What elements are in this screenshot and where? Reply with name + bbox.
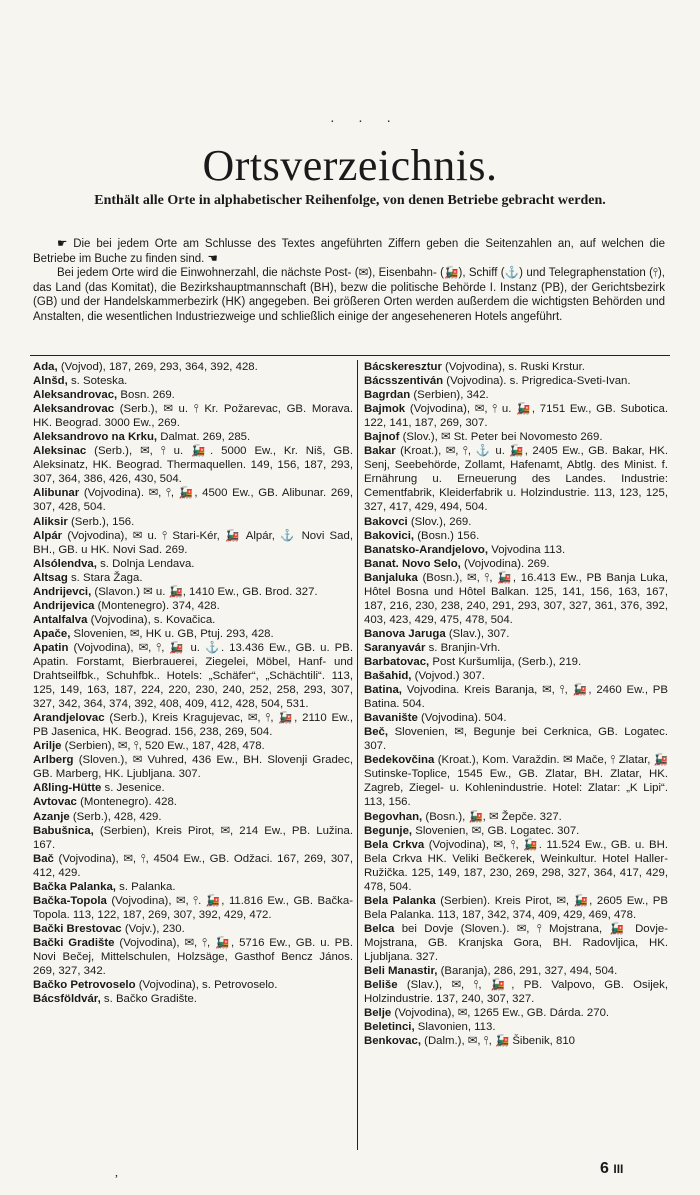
entry-place-name: Ada, (33, 361, 58, 373)
entry-details: (Vojvod), 187, 269, 293, 364, 392, 428. (57, 361, 258, 373)
index-entry (33, 374, 353, 388)
intro-text (33, 237, 665, 325)
index-entry (364, 683, 668, 711)
index-entry (364, 627, 668, 641)
entry-details: Dalmat. 269, 285. (157, 431, 251, 444)
entry-place-name: Bácskeresztur (364, 361, 442, 373)
entry-place-name: Bački Brestovac (33, 922, 122, 935)
entry-place-name: Bavanište (364, 712, 418, 725)
page-title: Ortsverzeichnis. (202, 141, 498, 190)
index-entry (33, 922, 353, 936)
index-entry (33, 571, 353, 585)
entry-place-name: Bácsföldvár, (33, 993, 101, 1006)
index-entry (33, 852, 353, 880)
index-entry (33, 585, 353, 599)
index-entry (33, 402, 353, 430)
entry-details: s. Dolnja Lendava. (96, 557, 195, 570)
index-entry (33, 557, 353, 571)
index-entry (364, 388, 668, 402)
index-entry (33, 430, 353, 444)
entry-place-name: Alibunar (33, 487, 80, 500)
entry-details: (Serbien), 342. (410, 389, 489, 402)
index-entry (33, 978, 353, 992)
margin-mark: , (115, 1165, 118, 1179)
entry-place-name: Begovhan, (364, 810, 423, 823)
entry-place-name: Alsólendva, (33, 557, 97, 570)
entry-details: Slovenien, ✉, Begunje bei Cerknica, GB. Logatec. 307. (364, 726, 668, 753)
entry-details: (Vojvodina), ✉, ⫯, 4504 Ew., GB. Odžaci. 167, 269, 307, 412, 429. (33, 852, 353, 879)
entry-details: Slavonien, 113. (414, 1021, 496, 1034)
index-entry (33, 824, 353, 852)
index-entry (33, 360, 353, 374)
entry-details: Bosn. 269. (117, 389, 175, 402)
entry-details: (Slav.), ✉, ⫯, 🚂, PB. Valpovo, GB. Osijek, Holzindustrie. 137, 240, 307, 327. (364, 979, 668, 1006)
entry-details: s. Stara Žaga. (67, 571, 143, 584)
entry-details: s. Soteska. (67, 375, 128, 388)
index-entry (33, 486, 353, 514)
entry-details: (Montenegro). 374, 428. (94, 599, 220, 612)
entry-place-name: Bakar (364, 445, 396, 458)
index-entry (364, 964, 668, 978)
entry-place-name: Bačka Palanka, (33, 880, 116, 893)
index-entry (364, 444, 668, 514)
entry-details: (Vojvodina), ✉, ⫯ u. 🚂, 7151 Ew., GB. Subotica. 122, 141, 187, 269, 307. (364, 403, 668, 430)
intro-paragraph-2: Bei jedem Orte wird die Einwohnerzahl, die nächste Post- (✉), Eisenbahn- (🚂), Schiff (⚓) und Telegraphenstation (⫯), das Land (das Komitat), die Bezirkshauptmannschaft (BH), bezw die politische Behörde I. Instanz (PB), der Gerichtsbezirk (GB) und der Handelskammerbezirk (HK) angegeben. Bei größeren Orten werden außerdem die wichtigsten Behörden und Anstalten, die wesentlichen Industriezweige und schließlich einige der angeseheneren Hotels angeführt. (33, 267, 665, 323)
entry-place-name: Bela Palanka (364, 894, 436, 907)
entry-details: (Baranja), 286, 291, 327, 494, 504. (437, 965, 618, 978)
entry-place-name: Bela Crkva (364, 838, 425, 851)
entry-place-name: Bakovici, (364, 529, 415, 542)
index-entry (364, 810, 668, 824)
index-entry (33, 795, 353, 809)
entry-details: (Slav.), 307. (445, 627, 510, 640)
entry-details: (Serb.), ✉ u. ⫯ Kr. Požarevac, GB. Morava. HK. Beograd. 3000 Ew., 269. (33, 403, 353, 430)
entry-place-name: Arandjelovac (33, 712, 105, 725)
entry-place-name: Bački Gradište (33, 936, 115, 949)
index-entry (33, 529, 353, 557)
entry-place-name: Alpár (33, 529, 63, 542)
entry-place-name: Belca (364, 922, 395, 935)
index-entry (364, 402, 668, 430)
entry-place-name: Andrijevica (33, 599, 95, 612)
index-entry (364, 669, 668, 683)
entry-details: (Serb.), 428, 429. (69, 810, 162, 823)
entry-details: (Vojvodina), s. Kovačica. (87, 613, 216, 626)
index-entry (364, 824, 668, 838)
entry-place-name: Bácsszentiván (364, 375, 444, 388)
entry-place-name: Apače, (33, 627, 71, 640)
entry-place-name: Andrijevci, (33, 585, 92, 598)
entry-place-name: Azanje (33, 810, 70, 823)
index-entry (364, 922, 668, 964)
index-entry (33, 613, 353, 627)
entry-place-name: Aleksandrovo na Krku, (33, 431, 158, 444)
entry-details: Post Kuršumlija, (Serb.), 219. (429, 655, 582, 668)
entry-details: (Vojvodina), ✉, ⫯, 🚂, 5716 Ew., GB. u. PB. Novi Bečej, Mittelschulen, Holzsäge, Gasthof Bencz János. 269, 327, 342. (33, 936, 353, 978)
entry-place-name: Aleksandrovac (33, 403, 115, 416)
entry-place-name: Alnšd, (33, 375, 68, 388)
entry-place-name: Aliksir (33, 515, 68, 528)
entry-place-name: Bajmok (364, 403, 406, 416)
entry-details: (Vojvodina), ✉, 1265 Ew., GB. Dárda. 270. (391, 1007, 610, 1020)
index-entry (364, 515, 668, 529)
entry-details: (Vojvodina), s. Ruski Krstur. (441, 361, 585, 373)
index-entry (364, 374, 668, 388)
entry-details: s. Jesenice. (101, 782, 165, 795)
entry-place-name: Bačka-Topola (33, 894, 107, 907)
index-entry (364, 529, 668, 543)
index-entry (364, 1006, 668, 1020)
index-entry (364, 360, 668, 374)
index-entry (364, 655, 668, 669)
index-entry (364, 838, 668, 894)
entry-place-name: Aleksandrovac, (33, 389, 118, 402)
index-entry (33, 711, 353, 739)
entry-place-name: Aßling-Hütte (33, 782, 102, 795)
index-entry (364, 894, 668, 922)
entry-details: (Bosn.), 🚂, ✉ Žepče. 327. (422, 810, 562, 823)
entry-details: (Serbien), ✉, ⫯, 520 Ew., 187, 428, 478. (61, 740, 265, 753)
entry-place-name: Arlberg (33, 754, 74, 767)
index-entry (33, 388, 353, 402)
entry-place-name: Arilje (33, 740, 62, 753)
index-entry (364, 641, 668, 655)
index-entry (33, 992, 353, 1006)
index-entry (33, 880, 353, 894)
entry-place-name: Benkovac, (364, 1035, 421, 1048)
entry-details: (Vojvodina). ✉, ⫯, 🚂, 4500 Ew., GB. Alibunar. 269, 307, 428, 504. (33, 487, 353, 514)
right-column (364, 360, 668, 1048)
entry-place-name: Altsag (33, 571, 68, 584)
entry-details: (Serb.), 156. (67, 515, 135, 528)
index-entry (364, 557, 668, 571)
index-entry (33, 515, 353, 529)
ornament-dots: · · · (330, 115, 401, 130)
entry-details: Slovenien, ✉, GB. Logatec. 307. (412, 824, 580, 837)
entry-details: (Kroat.), ✉, ⫯, ⚓ u. 🚂, 2405 Ew., GB. Bakar, HK. Senj, Seebehörde, Zollamt, Hafenamt, Abtlg. des Minist. f. Ernährung u. Erneuerung des Landes. Industrie: Cementfabrik, Kleiderfabrik u. Holzindustrie. 113, 123, 125, 327, 417, 429, 494, 504. (364, 445, 668, 514)
index-entry (364, 1020, 668, 1034)
entry-details: (Vojvodina), ✉, ⫯, 🚂. 11.524 Ew., GB. u. BH. Bela Crkva HK. Veliki Bečkerek, Weinkultur. Hotel Haller-Ružička. 125, 149, 187, 230, 269, 298, 327, 364, 417, 429, 478, 504. (364, 838, 669, 893)
entry-place-name: Bagrdan (364, 389, 411, 402)
entry-place-name: Beliše (364, 979, 398, 992)
horizontal-divider (30, 355, 670, 356)
entry-details: (Bosn.), ✉, ⫯, 🚂, 16.413 Ew., PB Banja Luka, Hôtel Bosna und Hôtel Balkan. 125, 141, 156, 163, 167, 187, 216, 230, 238, 240, 291, 293, 307, 327, 361, 376, 392, 403, 423, 429, 475, 478, 504. (364, 571, 668, 626)
page-subtitle: Enthält alle Orte in alphabetischer Reihenfolge, von denen Betriebe gebracht werden. (94, 193, 606, 208)
signature-mark (600, 1160, 623, 1178)
sheet-number: 6 (600, 1160, 609, 1177)
entry-details: (Slov.), ✉ St. Peter bei Novomesto 269. (399, 431, 603, 444)
index-entry (364, 711, 668, 725)
entry-place-name: Antalfalva (33, 613, 88, 626)
entry-place-name: Babušnica, (33, 824, 94, 837)
index-entry (364, 753, 668, 809)
entry-place-name: Banat. Novo Selo, (364, 557, 461, 570)
entry-details: (Serb.), Kreis Kragujevac, ✉, ⫯, 🚂, 2110 Ew., PB Jasenica, HK. Beograd. 156, 238, 269, 504. (33, 712, 353, 739)
entry-place-name: Bašahid, (364, 670, 412, 683)
entry-details: (Serb.), ✉, ⫯ u. 🚂. 5000 Ew., Kr. Niš, GB. Aleksinatz, HK. Beograd. Thermaquellen. 149, 156, 187, 293, 307, 364, 386, 426, 430, 504. (33, 445, 353, 486)
index-entry (364, 430, 668, 444)
entry-details: (Kroat.), Kom. Varaždin. ✉ Mače, ⫯ Zlatar, 🚂 Sutinske-Toplice, 1545 Ew., GB. Zlatar, BH. Zlatar, HK. Zagreb, Ziegel- u. Kohlenindustrie. Hotel: Zlatar: „K Lipi“. 113, 156. (364, 754, 668, 809)
entry-details: (Vojvodina), s. Petrovoselo. (135, 979, 278, 992)
entry-details: (Vojvodina), ✉ u. ⫯ Stari-Kér, 🚂 Alpár, ⚓ Novi Sad, BH., GB. u HK. Novi Sad. 269. (33, 529, 353, 556)
entry-place-name: Saranyavár (364, 641, 426, 654)
entry-place-name: Banova Jaruga (364, 627, 446, 640)
entry-place-name: Bajnof (364, 431, 400, 444)
entry-place-name: Aleksinac (33, 445, 87, 458)
index-entry (33, 641, 353, 711)
index-entry (364, 725, 668, 753)
entry-details: (Vojvodina). 504. (417, 712, 507, 725)
index-entry (33, 894, 353, 922)
entry-details: (Vojvodina). s. Prigredica-Sveti-Ivan. (443, 375, 631, 388)
entry-place-name: Beli Manastir, (364, 965, 438, 978)
entry-place-name: Belje (364, 1007, 392, 1020)
entry-details: (Vojvod.) 307. (411, 670, 485, 683)
left-column (33, 360, 353, 1006)
entry-details: s. Bačko Gradište. (100, 993, 197, 1006)
index-entry (364, 571, 668, 627)
entry-details: (Slavon.) ✉ u. 🚂, 1410 Ew., GB. Brod. 327. (91, 585, 318, 598)
entry-details: Vojvodina 113. (488, 543, 566, 556)
index-entry (364, 978, 668, 1006)
index-entry (33, 936, 353, 978)
entry-details: (Serbien). Kreis Pirot, ✉, 🚂, 2605 Ew., PB Bela Palanka. 113, 187, 342, 374, 409, 429, 469, 478. (364, 894, 668, 921)
index-entry (33, 781, 353, 795)
index-entry (33, 444, 353, 486)
index-entry (364, 1034, 668, 1048)
entry-place-name: Bač (33, 852, 54, 865)
entry-place-name: Banatsko-Arandjelovo, (364, 543, 489, 556)
entry-place-name: Batina, (364, 684, 402, 697)
entry-details: (Bosn.) 156. (414, 529, 480, 542)
entry-details: (Serbien), Kreis Pirot, ✉, 214 Ew., PB. Lužina. 167. (33, 824, 353, 851)
index-entry (33, 627, 353, 641)
entry-place-name: Avtovac (33, 796, 77, 809)
entry-place-name: Beletinci, (364, 1021, 415, 1034)
index-entry (33, 810, 353, 824)
entry-place-name: Barbatovac, (364, 655, 430, 668)
entry-details: s. Palanka. (115, 880, 176, 893)
entry-details: (Vojvodina), ✉, ⫯, 🚂 u. ⚓. 13.436 Ew., GB. u. PB. Apatin. Forstamt, Bierbrauerei, Ziegelei, Möbel, Hanf- und Drahtseilfbk., Schuhfbk.. Hotels: „Schäfer“, „Schächtili“. 113, 125, 149, 163, 187, 224, 220, 230, 240, 252, 258, 293, 307, 327, 342, 364, 374, 392, 408, 409, 412, 428, 504, 531. (33, 641, 353, 711)
entry-place-name: Apatin (33, 641, 69, 654)
column-divider (357, 360, 358, 1150)
entry-place-name: Beč, (364, 726, 389, 739)
entry-place-name: Banjaluka (364, 571, 418, 584)
entry-details: (Vojv.), 230. (121, 922, 185, 935)
entry-place-name: Bačko Petrovoselo (33, 979, 136, 992)
entry-details: (Sloven.), ✉ Vuhred, 436 Ew., BH. Slovenji Gradec, GB. Marberg, HK. Ljubljana. 307. (33, 754, 353, 781)
index-entry (33, 753, 353, 781)
entry-details: Vojvodina. Kreis Baranja, ✉, ⫯, 🚂, 2460 Ew., PB Batina. 504. (364, 684, 668, 711)
entry-details: (Montenegro). 428. (76, 796, 177, 809)
sheet-roman: III (613, 1162, 624, 1176)
index-entry (364, 543, 668, 557)
entry-details: (Dalm.), ✉, ⫯, 🚂 Šibenik, 810 (420, 1035, 576, 1048)
entry-details: bei Dovje (Sloven.). ✉, ⫯ Mojstrana, 🚂 Dovje-Mojstrana, GB. Kranjska Gora, BH. Radovljica, HK. Ljubljana. 327. (364, 922, 668, 963)
entry-place-name: Bedekovčina (364, 754, 435, 767)
entry-details: s. Branjin-Vrh. (425, 641, 501, 654)
intro-paragraph-1: ☛ Die bei jedem Orte am Schlusse des Textes angeführten Ziffern geben die Seitenzahlen an, auf welchen die Betriebe im Buche zu finden sind. ☚ (33, 238, 665, 265)
entry-place-name: Bakovci (364, 515, 408, 528)
index-entry (33, 739, 353, 753)
index-entry (33, 599, 353, 613)
entry-details: (Vojvodina). 269. (460, 557, 550, 570)
entry-details: Slovenien, ✉, HK u. GB, Ptuj. 293, 428. (70, 627, 274, 640)
entry-place-name: Begunje, (364, 824, 413, 837)
entry-details: (Slov.), 269. (407, 515, 472, 528)
entry-details: (Vojvodina), ✉, ⫯. 🚂, 11.816 Ew., GB. Bačka-Topola. 113, 122, 187, 269, 307, 392, 429, 472. (33, 894, 353, 921)
